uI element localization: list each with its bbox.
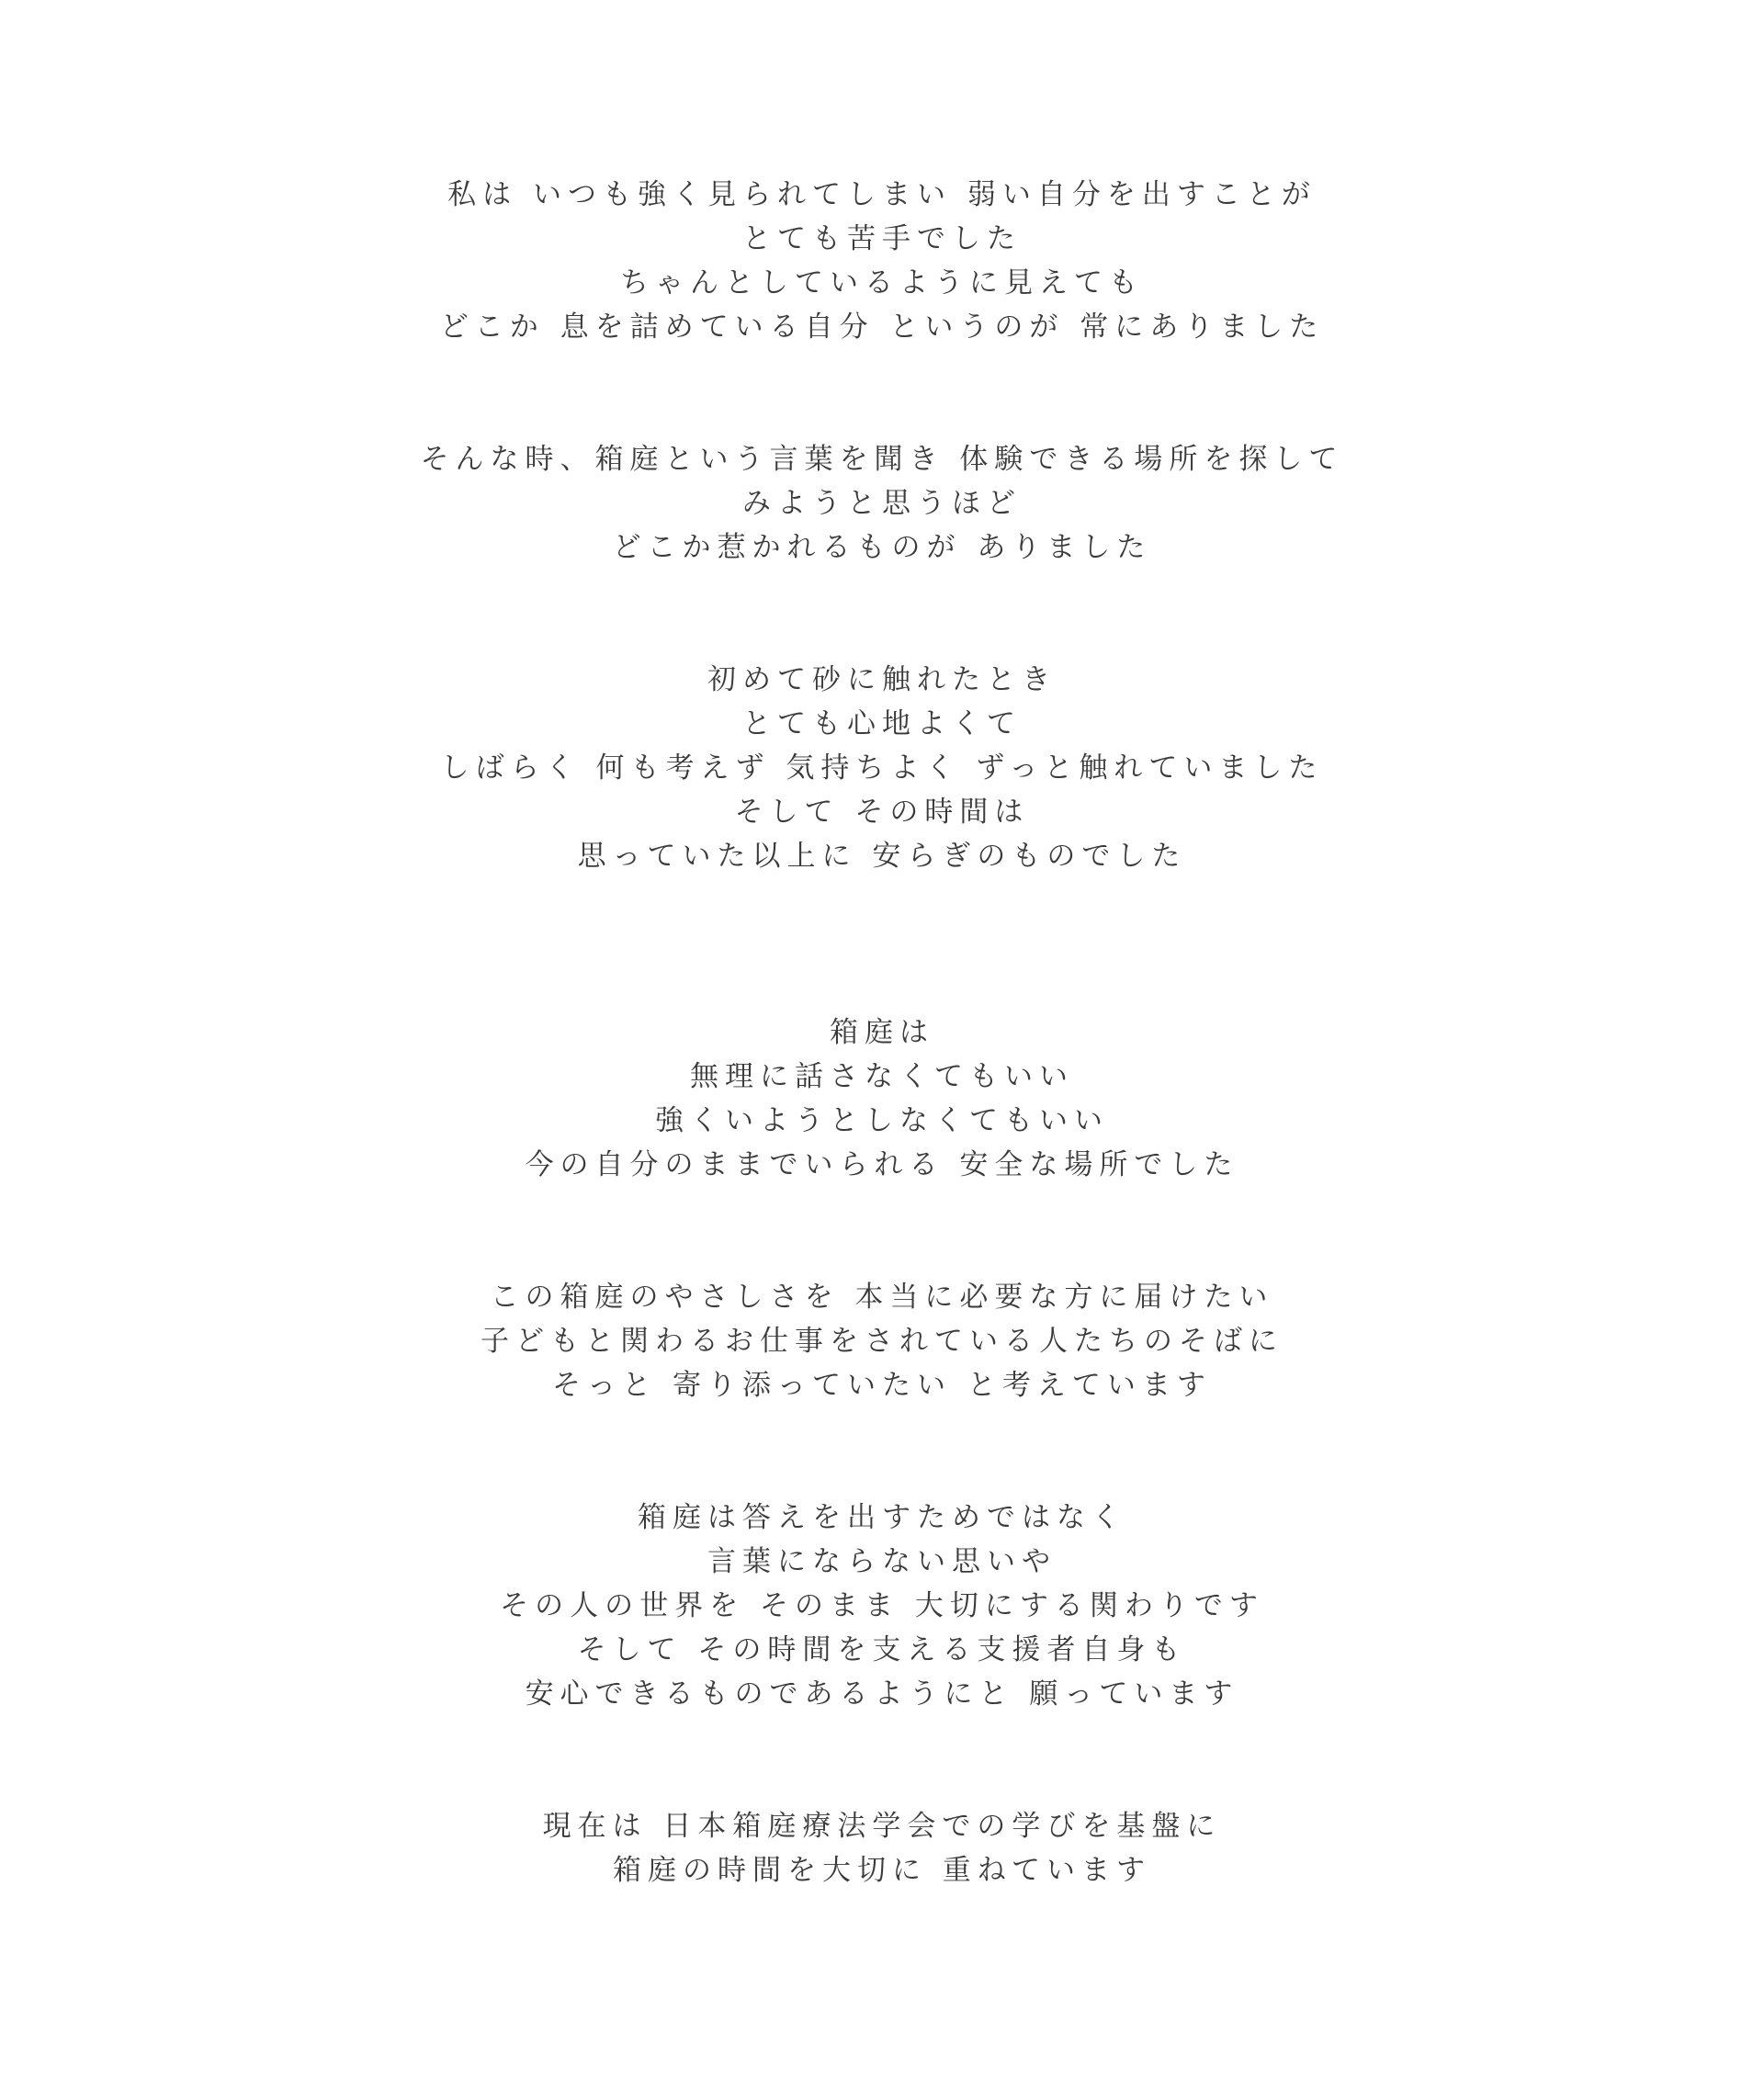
text-line: 強くいようとしなくてもいい — [655, 1104, 1109, 1137]
text-line: そして その時間を支える支援者自身も — [577, 1633, 1187, 1666]
paragraph-2 — [0, 437, 1764, 570]
text-line: そんな時、箱庭という言葉を聞き 体験できる場所を探して — [420, 443, 1344, 476]
text-line: 私は いつも強く見られてしまい 弱い自分を出すことが — [447, 178, 1317, 211]
text-line: どこか惹かれるものが ありました — [612, 531, 1152, 564]
paragraph-7 — [0, 1804, 1764, 1892]
text-line: しばらく 何も考えず 気持ちよく ずっと触れていました — [440, 751, 1324, 785]
paragraph-6 — [0, 1496, 1764, 1716]
text-line: 初めて砂に触れたとき — [707, 663, 1057, 696]
text-line: 無理に話さなくてもいい — [690, 1060, 1074, 1093]
text-line: 子どもと関わるお仕事をされている人たちのそばに — [481, 1325, 1283, 1358]
text-line: とても苦手でした — [742, 222, 1022, 255]
text-line: とても心地よくて — [742, 707, 1022, 740]
text-line: そして その時間は — [734, 796, 1030, 829]
text-line: ちゃんとしているように見えても — [620, 266, 1144, 299]
text-line: 安心できるものであるようにと 願っています — [525, 1677, 1239, 1711]
text-line: 箱庭は — [830, 1016, 934, 1049]
paragraph-3 — [0, 658, 1764, 878]
text-line: 言葉にならない思いや — [707, 1545, 1057, 1578]
text-line: 箱庭の時間を大切に 重ねています — [612, 1854, 1152, 1887]
text-line: 箱庭は答えを出すためではなく — [638, 1501, 1126, 1534]
text-line: みようと思うほど — [742, 487, 1022, 520]
text-line: 思っていた以上に 安らぎのものでした — [577, 840, 1187, 873]
paragraph-4 — [0, 1011, 1764, 1187]
text-line: この箱庭のやさしさを 本当に必要な方に届けたい — [490, 1281, 1274, 1314]
text-line: どこか 息を詰めている自分 というのが 常にありました — [439, 311, 1325, 344]
paragraph-5 — [0, 1275, 1764, 1407]
paragraph-1 — [0, 173, 1764, 349]
text-line: 現在は 日本箱庭療法学会での学びを基盤に — [542, 1810, 1222, 1843]
text-line: その人の世界を そのまま 大切にする関わりです — [500, 1589, 1264, 1622]
text-line: 今の自分のままでいられる 安全な場所でした — [525, 1148, 1239, 1181]
text-line: そっと 寄り添っていたい と考えています — [552, 1369, 1212, 1402]
